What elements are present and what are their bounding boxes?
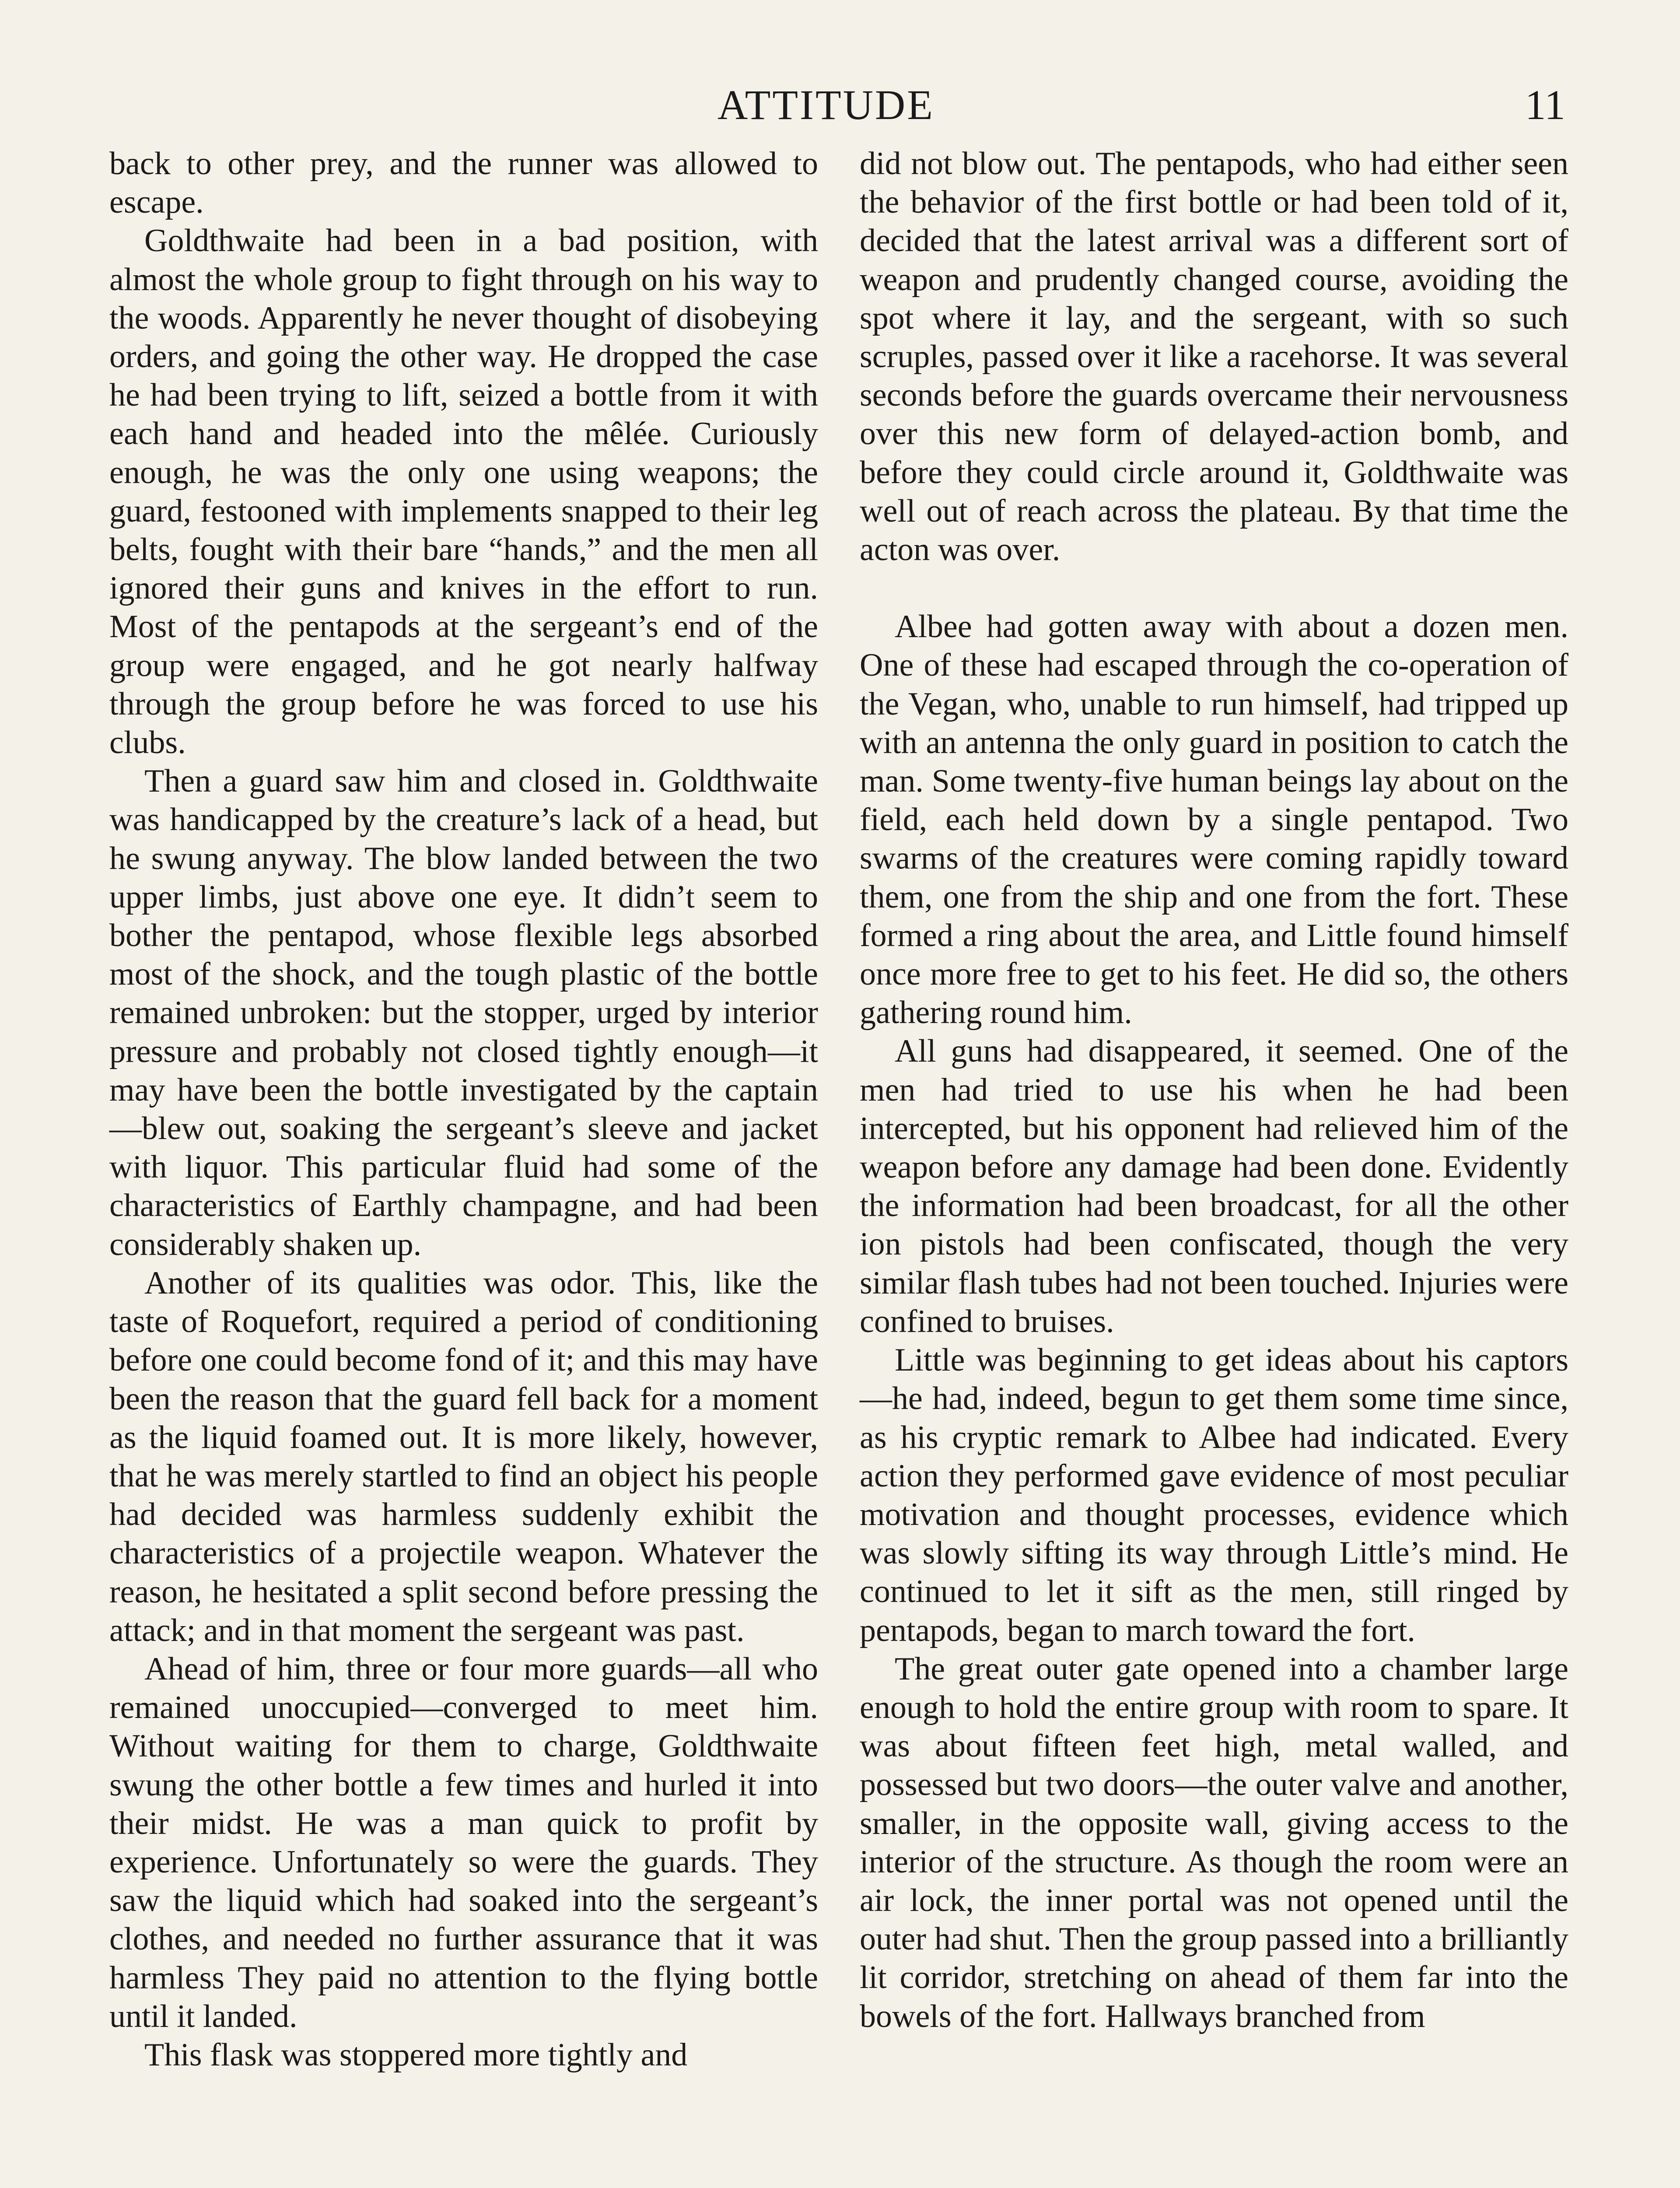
- page-number: 11: [1525, 81, 1565, 128]
- left-column: [109, 144, 818, 2074]
- paragraph: The great outer gate opened into a chamber large enough to hold the entire group with room to spare. It was about fifteen feet high, metal walled, and possessed but two doors—the outer valve and another, smaller, in the opposite wall, giving access to the interior of the structure. As though the room were an air lock, the inner portal was not opened until the outer had shut. Then the group passed into a brilliantly lit corridor, stretching on ahead of them far into the bowels of the fort. Hallways branched from: [860, 1651, 1568, 2034]
- paragraph: Goldthwaite had been in a bad position, with almost the whole group to fight through on his way to the woods. Apparently he never thought of disobeying orders, and going the other way. He dropped the case he had been trying to lift, seized a bottle from it with each hand and headed into the mêlée. Curiously enough, he was the only one using weapons; the guard, festooned with implements snapped to their leg belts, fought with their bare “hands,” and the men all ignored their guns and knives in the effort to run. Most of the pentapods at the sergeant’s end of the group were engaged, and he got nearly halfway through the group before he was forced to use his clubs.: [109, 223, 818, 761]
- story-title: ATTITUDE: [718, 81, 934, 128]
- running-head: [0, 79, 1680, 131]
- paragraph: Another of its qualities was odor. This, like the taste of Roquefort, required a period of conditioning before one could become fond of it; and this may have been the reason that the guard fell back for a moment as the liquid foamed out. It is more likely, however, that he was merely startled to find an object his people had decided was harmless suddenly exhibit the characteristics of a projectile weapon. Whatever the reason, he hesitated a split second before pressing the attack; and in that moment the sergeant was past.: [109, 1265, 818, 1648]
- paragraph: This flask was stoppered more tightly and: [144, 2037, 688, 2073]
- paragraph: Albee had gotten away with about a dozen men. One of these had escaped through the co-operation of the Vegan, who, unable to run himself, had tripped up with an antenna the only guard in position to catch the man. Some twenty-five human beings lay about on the field, each held down by a single pentapod. Two swarms of the creatures were coming rapidly toward them, one from the ship and one from the fort. These formed a ring about the area, and Little found himself once more free to get to his feet. He did so, the others gathering round him.: [860, 609, 1568, 1031]
- paragraph: back to other prey, and the runner was allowed to escape.: [109, 146, 818, 221]
- paragraph: Ahead of him, three or four more guards—all who remained unoccupied—converged to meet him. Without waiting for them to charge, Goldthwaite swung the other bottle a few times and hurled it into their midst. He was a man quick to profit by experience. Unfortunately so were the guards. They saw the liquid which had soaked into the sergeant’s clothes, and needed no further assurance that it was harmless They paid no attention to the flying bottle until it landed.: [109, 1651, 818, 2034]
- paragraph: All guns had disappeared, it seemed. One of the men had tried to use his when he had been intercepted, but his opponent had relieved him of the weapon before any damage had been done. Evidently the information had been broadcast, for all the other ion pistols had been confiscated, though the very similar flash tubes had not been touched. Injuries were confined to bruises.: [860, 1033, 1568, 1339]
- paragraph: Little was beginning to get ideas about his captors—he had, indeed, begun to get them some time since, as his cryptic remark to Albee had indicated. Every action they performed gave evidence of most peculiar motivation and thought processes, evidence which was slowly sifting its way through Little’s mind. He continued to let it sift as the men, still ringed by pentapods, began to march toward the fort.: [860, 1342, 1568, 1648]
- paragraph: did not blow out. The pentapods, who had either seen the behavior of the first bottle or had been told of it, decided that the latest arrival was a different sort of weapon and prudently changed course, avoiding the spot where it lay, and the sergeant, with so such scruples, passed over it like a racehorse. It was several seconds before the guards overcame their nervousness over this new form of delayed-action bomb, and before they could circle around it, Goldthwaite was well out of reach across the plateau. By that time the acton was over.: [860, 146, 1568, 568]
- right-column: [860, 144, 1568, 2036]
- paragraph: Then a guard saw him and closed in. Goldthwaite was handicapped by the creature’s lack of a head, but he swung anyway. The blow landed between the two upper limbs, just above one eye. It didn’t seem to bother the pentapod, whose flexible legs absorbed most of the shock, and the tough plastic of the bottle remained unbroken: but the stopper, urged by interior pressure and probably not closed tightly enough—it may have been the bottle investigated by the captain—blew out, soaking the sergeant’s sleeve and jacket with liquor. This particular fluid had some of the characteristics of Earthly champagne, and had been considerably shaken up.: [109, 763, 818, 1262]
